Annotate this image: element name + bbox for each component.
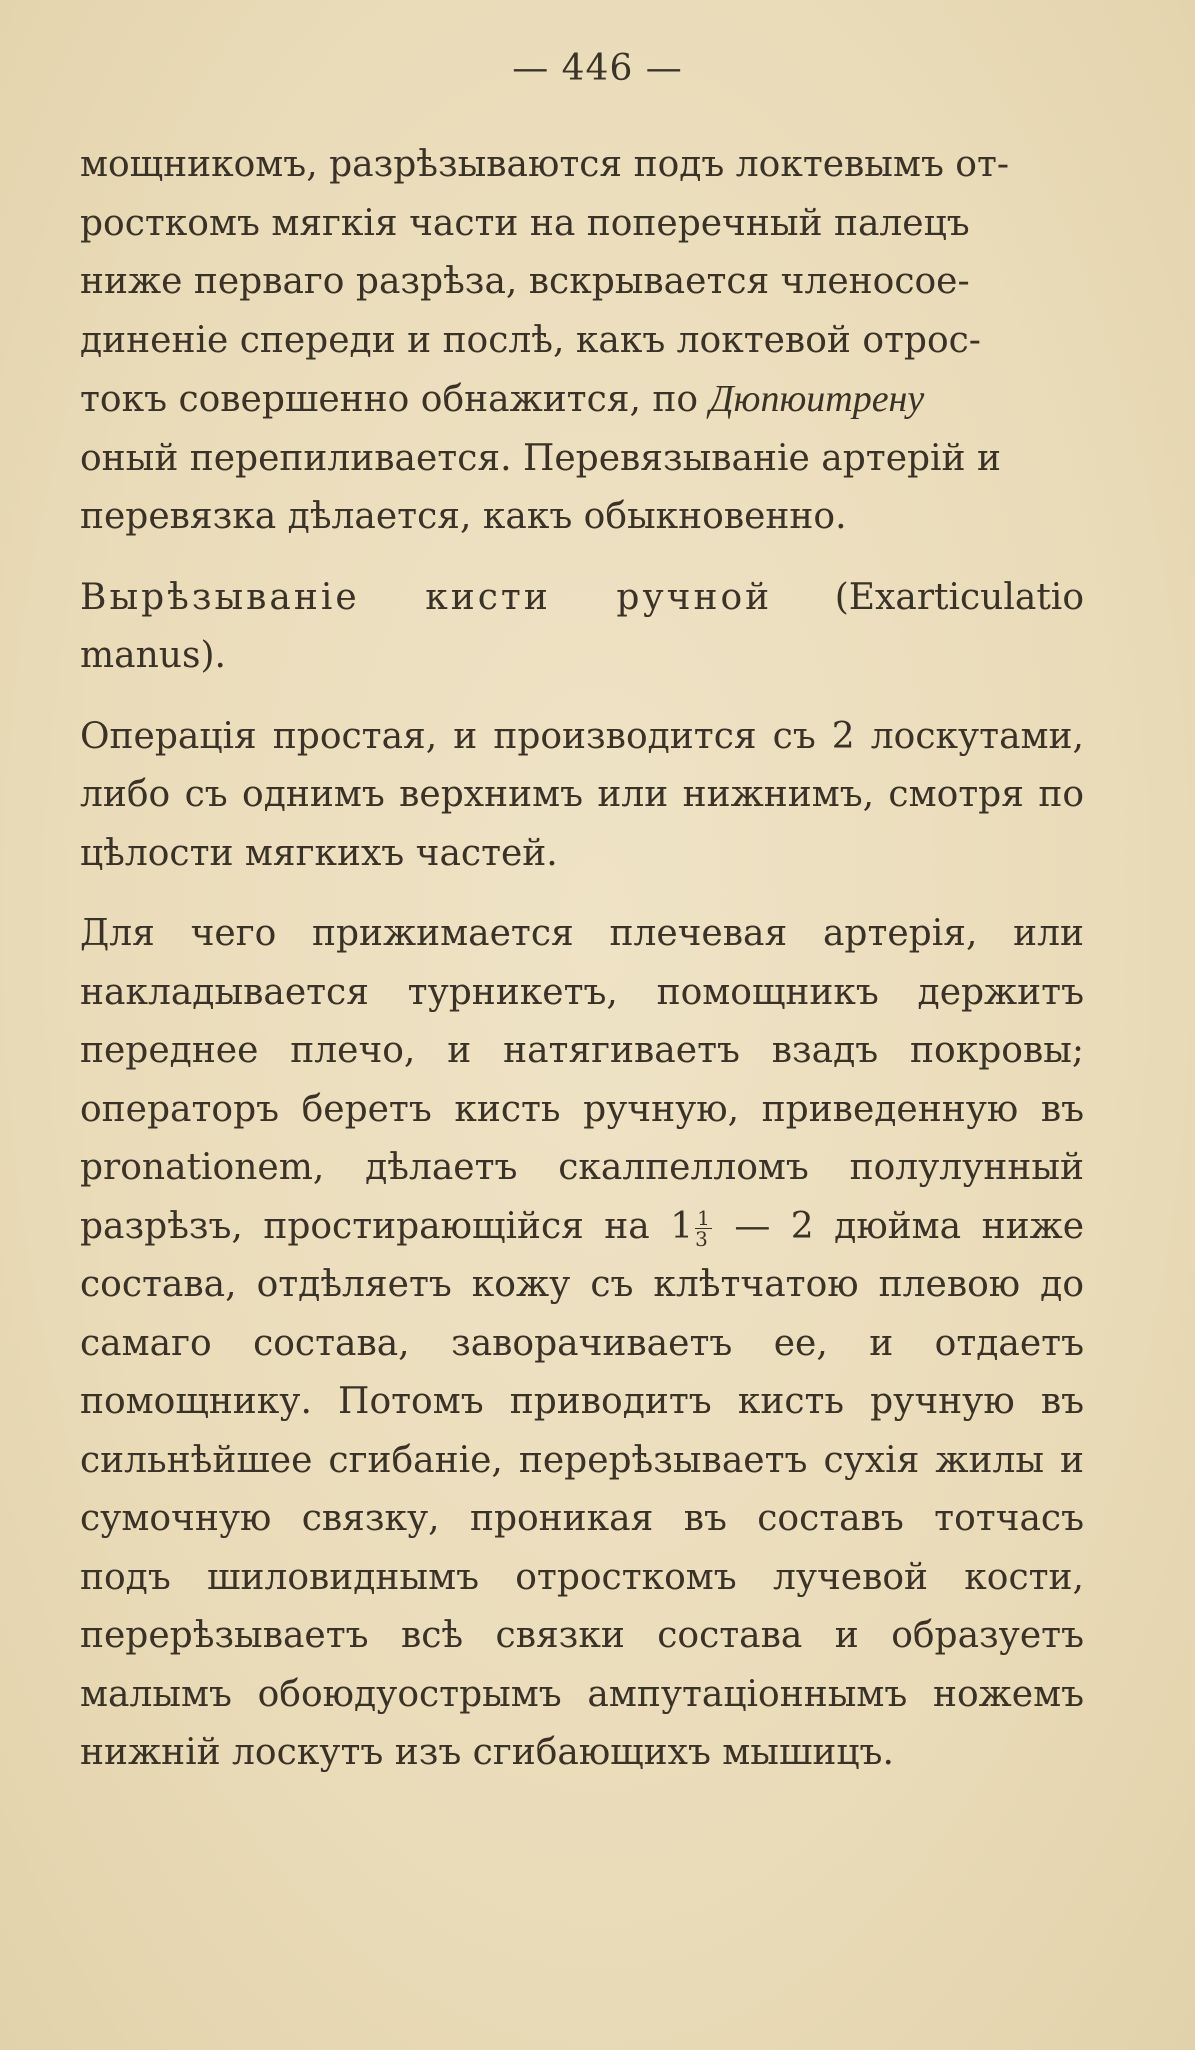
p1-line-6: оный перепиливается. Перевязываніе артерій и xyxy=(80,437,1001,479)
fraction-numerator: 1 xyxy=(697,1206,710,1230)
paragraph-1 xyxy=(80,136,1084,547)
heading-title: Вырѣзываніе кисти ручной xyxy=(80,576,773,618)
p3-text-after: — 2 дюйма ниже состава, отдѣляетъ кожу съ клѣтчатою плевою до самаго состава, заворачиваетъ ее, и отдаетъ помощнику. Потомъ приводитъ кисть ручную въ сильнѣйшее сгибаніе, перерѣзываетъ сухія жилы и сумочную связку, проникая въ составъ тотчасъ подъ шиловиднымъ отросткомъ лучевой кости, перерѣзываетъ всѣ связки состава и образуетъ малымъ обоюдуострымъ ампутаціоннымъ ножемъ нижній лоскутъ изъ сгибающихъ мышицъ. xyxy=(80,1205,1084,1773)
page-text xyxy=(80,136,1084,1783)
p1-line-7: перевязка дѣлается, какъ обыкновенно. xyxy=(80,496,847,537)
p1-line-5: токъ совершенно обнажится, по xyxy=(80,379,710,420)
author-name-italic: Дюпюитрену xyxy=(709,378,925,420)
p1-line-2: росткомъ мягкія части на поперечный палецъ xyxy=(80,202,970,244)
page-number: — 446 — xyxy=(512,48,683,89)
p1-line-1: мощникомъ, разрѣзываются подъ локтевымъ от- xyxy=(80,144,1010,185)
section-heading xyxy=(80,569,1084,686)
p3-text-before: Для чего прижимается плечевая артерія, или накладывается турникетъ, помощникъ держитъ переднее плечо, и натягиваетъ взадъ покровы; операторъ беретъ кисть ручную, приведенную въ pronationem, дѣлаетъ скалпелломъ полулунный разрѣзъ, простирающійся на 1 xyxy=(80,913,1084,1247)
paragraph-3 xyxy=(80,905,1084,1783)
paragraph-2: Операція простая, и производится съ 2 лоскутами, либо съ однимъ верхнимъ или нижнимъ, смотря по цѣлости мягкихъ частей. xyxy=(80,715,1084,874)
p1-line-3: ниже перваго разрѣза, вскрывается членосое- xyxy=(80,261,970,302)
fraction-one-third xyxy=(695,1208,712,1249)
fraction-denominator: 3 xyxy=(695,1227,708,1251)
p1-line-4: диненіе спереди и послѣ, какъ локтевой отрос- xyxy=(80,319,981,361)
heading-latin: (Exarticulatio manus). xyxy=(80,576,1084,676)
